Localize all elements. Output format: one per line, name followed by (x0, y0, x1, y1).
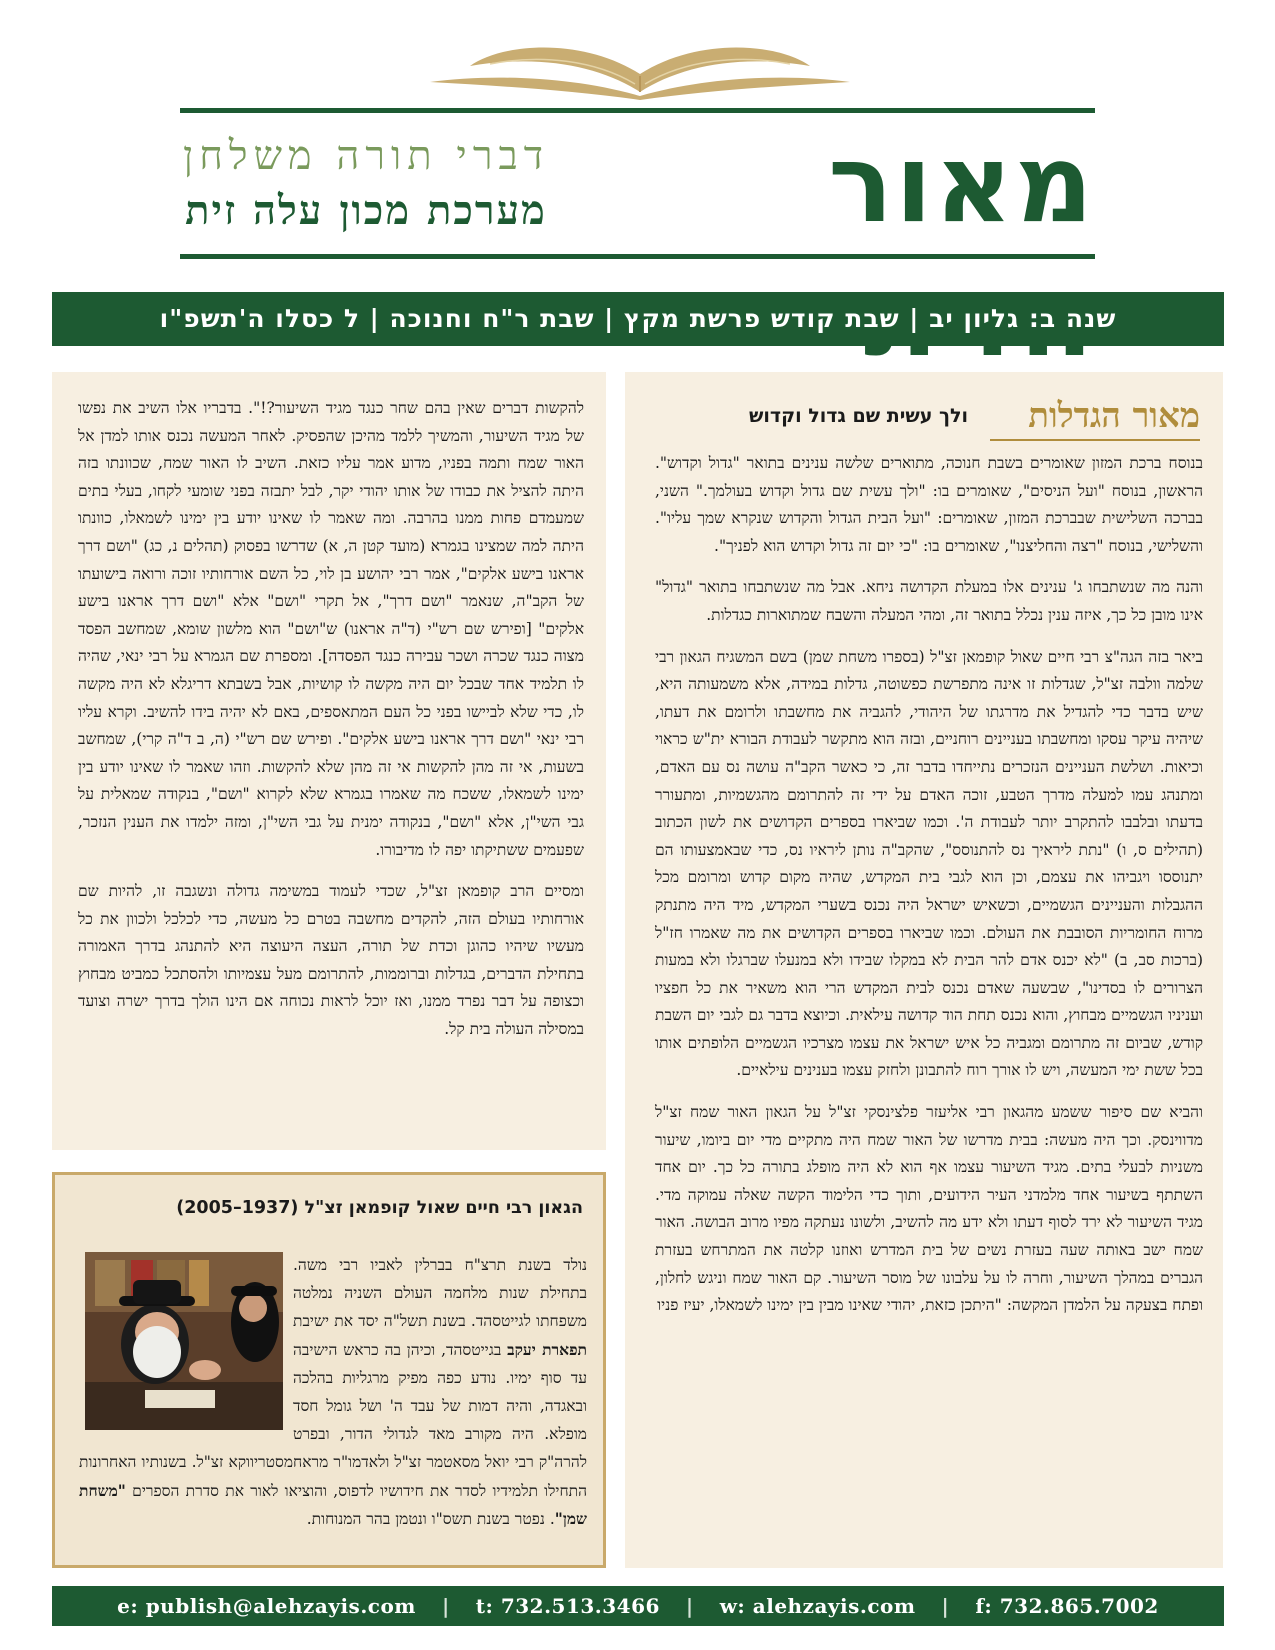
section-brand: מאור הגדלות (1028, 396, 1200, 436)
masthead-bottom-rule (180, 254, 1095, 259)
contact-footer (52, 1586, 1224, 1626)
masthead-top-rule (180, 108, 1095, 113)
masthead-subtitle (176, 128, 556, 238)
footer-separator: | (441, 1594, 450, 1618)
footer-separator: | (941, 1594, 950, 1618)
footer-fax[interactable]: f: 732.865.7002 (975, 1594, 1159, 1618)
issue-info-bar: שנה ב: גליון יב | שבת קודש פרשת מקץ | שבת ר"ח וחנוכה | ל כסלו ה'תשפ"ו (52, 292, 1224, 346)
section-header (655, 393, 1200, 443)
masthead-title: מאור (828, 122, 1095, 247)
book-name: "משחת שמן" (79, 1480, 587, 1528)
section-brand-underline (990, 439, 1200, 441)
article-body-left (78, 395, 584, 1130)
subtitle-line-2: מערכת מכון עלה זית (185, 187, 547, 234)
yeshiva-name: תפארת יעקב (507, 1339, 587, 1359)
footer-separator: | (685, 1594, 694, 1618)
article-paragraph: והנה מה שנשתבחו ג' ענינים אלו במעלת הקדושה ניחא. אבל מה שנשתבחו בתואר "גדול" אינו מובן כל כך, איזה ענין נכלל בתואר זה, ומהי המעלה והשבח שמתוארות כגדלות. (655, 578, 1203, 624)
article-paragraph: ביאר בזה הגה"צ רבי חיים שאול קופמאן זצ"ל (בספרו משחת שמן) בשם המשגיח הגאון רבי שלמה וולבה זצ"ל, שגדלות זו אינה מתפרשת כפשוטה, גדלות במידה, אלא משמעותה היא, שיש בדבר כדי להגדיל את מדרגתו של היהודי, להגביה את מחשבתו ולרומם את דעתו, שיהיה עיקר עסקו ומחשבתו בעניינים רוחניים, ובזה הוא מתקשר לעבודת הבורא ית"ש כראוי וכיאות. ושלשת העניינים הנזכרים נתייחדו בדבר זה, כי כאשר הקב"ה עושה נס עם האדם, ומתנהג עמו למעלה מדרך הטבע, זוכה האדם על ידי זה להתרומם מהגשמיות, ומתעורר בדעתו ובלבבו להתקרב יותר לעבודת ה'. וכמו שביארו בספרים הקדושים את לשון הכתוב (תהילים ס, ו) "נתת ליראיך נס להתנוסס", שהקב"ה נותן ליראיו נס, כדי שבאמצעותו הם יתנוססו ויגביהו את עצמם, וכן הוא לגבי בית המקדש, שהיה מקום קדוש ומרומם מכל ההגבלות והעניינים הגשמיים, וכשאיש ישראל היה נכנס בשערי המקדש, מיד היה מתנתק מרוח החומריות הסובבת את העולם. וכמו שביארו בספרים הקדושים את מה שאמרו חז"ל (ברכות סב, ב) "לא יכנס אדם להר הבית לא במקלו שבידו ולא במנעלו שברגלו ולא במעות הצרורים לו בסדינו", שבשעה שאדם נכנס לבית המקדש הרי הוא משאיר את כל חפציו ועניניו הגשמיים מבחוץ, והוא נכנס תחת הוד קדושה עילאית. וכיוצא בדבר גם לגבי יום השבת קודש, שביום זה מתרומם ומגביה כל איש ישראל את עצמו מצרכיו הגשמיים הלופתים אותו בכל ששת ימי המעשה, ויש לו אורך רוח להתבונן ולחזק עצמו בענינים עילאיים. (655, 647, 1203, 1080)
article-body-right (655, 450, 1203, 1550)
footer-phone[interactable]: t: 732.513.3466 (475, 1594, 660, 1618)
bio-text-part: נולד בשנת תרצ"ח בברלין לאביו רבי משה. בתחילת שנות מלחמה העולם השניה נמלטה משפחתו לגייטסהד. בשנת תשל"ה יסד את ישיבת (293, 1256, 587, 1331)
bio-text-part: . נפטר בשנת תשס"ו ונטמן בהר המנוחות. (306, 1509, 555, 1528)
article-paragraph: בנוסח ברכת המזון שאומרים בשבת חנוכה, מתוארים שלשה ענינים בתואר "גדול וקדוש". הראשון, בנוסח "ועל הניסים", שאומרים בו: "ולך עשית שם גדול וקדוש בעולמך." השני, בברכה השלישית שבברכת המזון, שאומרים: "ועל הבית הגדול והקדוש שנקרא שמך עליו". והשלישי, בנוסח "רצה והחליצנו", שאומרים בו: "כי יום זה גדול וקדוש הוא לפניך". (655, 454, 1203, 555)
article-paragraph: והביא שם סיפור ששמע מהגאון רבי אליעזר פלצינסקי זצ"ל על הגאון האור שמח זצ"ל מדווינסק. וכך היה מעשה: בבית מדרשו של האור שמח היה מתקיים מדי יום ביומו, שיעור משניות לבעלי בתים. מגיד השיעור עצמו אף הוא לא היה מופלג בתורה כל כך. יום אחד השתתף בשיעור אחד מלמדני העיר הידועים, ותוך כדי הלימוד הקשה שאלה עמוקה מדי. מגיד השיעור לא ירד לסוף דעתו ולא ידע מה להשיב, ולשונו נעתקה מפיו מרוב הבושה. האור שמח ישב באותה שעה בעזרת נשים של בית המדרש ואוזנו קלטה את המתרחש בעזרת הגברים במהלך השיעור, וחרה לו על עלבונו של מוסר השיעור. קם האור שמח וניגש לחלון, ופתח בצעקה על הלמדן המקשה: "היתכן כזאת, יהודי שאינו מבין בין ימינו לשמאלו, יעיז פניו (655, 1103, 1203, 1315)
rabbi-portrait-photo (85, 1252, 283, 1430)
subtitle-line-1: דברי תורה משלחן (183, 133, 549, 179)
open-book-icon (430, 36, 850, 100)
footer-email[interactable]: e: publish@alehzayis.com (117, 1594, 416, 1618)
footer-website[interactable]: w: alehzayis.com (719, 1594, 916, 1618)
biography-title: הגאון רבי חיים שאול קופמאן זצ"ל (1937–2005) (176, 1198, 583, 1218)
bio-text-part: בגייטסהד, וכיהן בה כראש הישיבה עד סוף ימיו. נודע כפה מפיק מרגליות בהלכה ובאגדה, והיה דמות של עבד ה' ושל גומל חסד מופלא. היה מקורב מאד לגדולי הדור, ובפרט להרה"ק רבי יואל מסאטמר זצ"ל ולאדמו"ר מראחמסטריווקא זצ"ל. בשנותיו האחרונות התחילו תלמידיו לסדר את חידושיו לדפוס, והוציאו לאור את סדרת הספרים (79, 1340, 587, 1500)
article-headline: ולך עשית שם גדול וקדוש (748, 405, 968, 427)
biography-box (52, 1172, 606, 1568)
article-paragraph: ומסיים הרב קופמאן זצ"ל, שכדי לעמוד במשימה גדולה ונשגבה זו, להיות שם אורחותיו בעולם הזה, להקדים מחשבה בטרם כל מעשה, כדי לכלכל ולכוון את כל מעשיו שיהיו כהוגן וכדת של תורה, העצה היעוצה היא להתנהג בדרך האמורה בתחילת הדברים, בגדלות וברוממות, להתרומם מעל עצמיותו ולהסתכל כמביט מבחוץ וכצופה על דבר נפרד ממנו, ואז יוכל לראות נכוחה אם הינו הולך בדרך ישרה וצועד במסילה העולה בית קל. (78, 882, 584, 1039)
article-paragraph: להקשות דברים שאין בהם שחר כנגד מגיד השיעור?!". בדבריו אלו השיב את נפשו של מגיד השיעור, והמשיך ללמד מהיכן שהפסיק. לאחר המעשה נכנס אותו למדן אל האור שמח ותמה בפניו, מדוע אמר עליו כזאת. השיב לו האור שמח, שכוונתו בזה היתה להציל את כבודו של אותו יהודי יקר, לבל יתבזה בפני שומעי לקחו, בעלי בתים שמעמדם פחות ממנו בהרבה. ומה שאמר לו שאינו יודע בין ימינו לשמאלו, כוונתו היתה למה שמצינו בגמרא (מועד קטן ה, א) שדרשו בפסוק (תהלים נ, כג) "ושם דרך אראנו בישע אלקים", אמר רבי יהושע בן לוי, כל השם אורחותיו זוכה ורואה בישועתו של הקב"ה, שנאמר "ושם דרך", אל תקרי "ושם" אלא "ושם דרך אראנו בישע אלקים" [ופירש שם רש"י (ד"ה אראנו) ש"ושם" הוא מלשון שומא, שמחשב הפסד מצוה כנגד שכרה ושכר עבירה כנגד הפסדה]. ומספרת שם הגמרא על רבי ינאי, שהיה לו תלמיד אחד שבכל יום היה מקשה לו קושיות, אבל בשבתא דריגלא לא היה מקשה לו, כדי שלא לביישו בפני כל העם המתאספים, באם לא יהיה בידו להשיב. וקרא עליו רבי ינאי "ושם דרך אראנו בישע אלקים". ופירש שם רש"י (ה, ב ד"ה קרי), שמחשב בשעות, אי זה מהן להקשות אי זה מהן שלא להקשות. וזהו שאמר לו שאינו יודע בין ימינו לשמאלו, ששכח מה שאמרו בגמרא שלא לקרוא "ושם", בנקודה שמאלית על גבי השי"ן, אלא "ושם", בנקודה ימנית על גבי השי"ן, ומזה ילמדו את הענין הנזכר, שפעמים ששתיקתו יפה לו מדיבורו. (78, 399, 584, 859)
